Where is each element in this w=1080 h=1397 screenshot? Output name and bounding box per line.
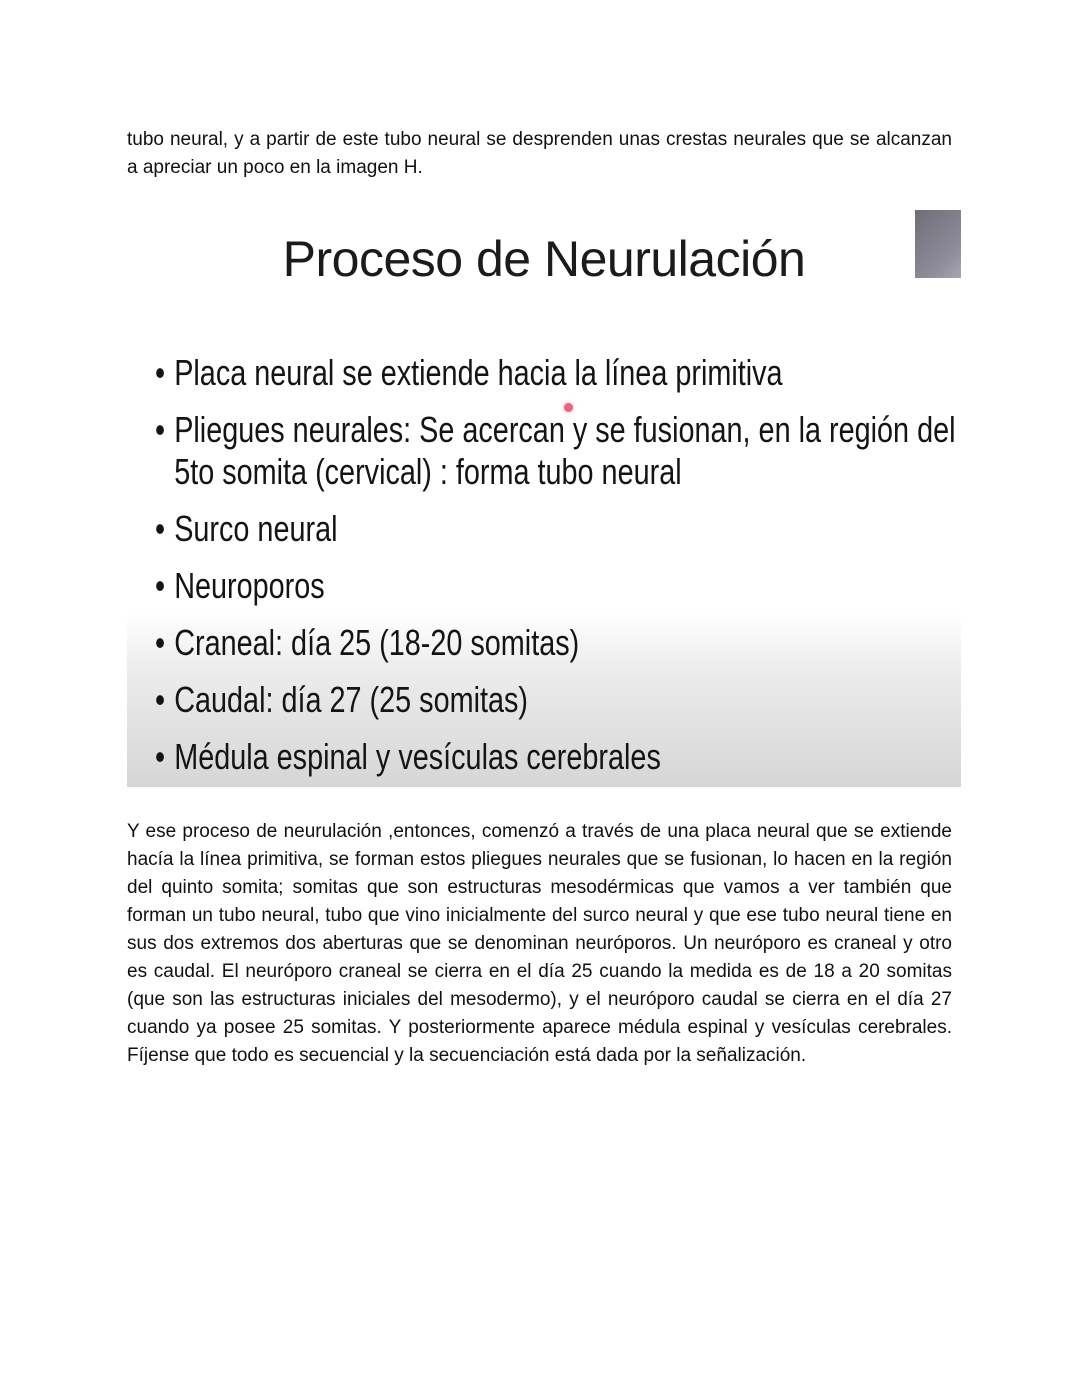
slide-bullet bbox=[155, 679, 956, 721]
slide-bullet bbox=[155, 409, 956, 493]
slide-bullet bbox=[155, 508, 956, 550]
slide-bullet-list bbox=[155, 352, 961, 787]
bullet-text: Caudal: día 27 (25 somitas) bbox=[174, 679, 528, 720]
bullet-icon: • bbox=[155, 409, 166, 450]
slide-bullet bbox=[155, 565, 956, 607]
bullet-icon: • bbox=[155, 679, 166, 720]
bullet-icon: • bbox=[155, 622, 166, 663]
slide-bullet bbox=[155, 352, 956, 394]
bullet-text: Médula espinal y vesículas cerebrales bbox=[174, 736, 661, 777]
bullet-text: Neuroporos bbox=[174, 565, 325, 606]
bullet-text: Pliegues neurales: Se acercan y se fusionan, en la región del bbox=[174, 409, 956, 450]
bullet-text: Placa neural se extiende hacia la línea primitiva bbox=[174, 352, 783, 393]
bullet-icon: • bbox=[155, 565, 166, 606]
slide-title: Proceso de Neurulación bbox=[282, 231, 806, 287]
slide-bullet bbox=[155, 736, 956, 778]
bullet-text-continued: 5to somita (cervical) : forma tubo neural bbox=[174, 451, 682, 492]
bullet-text: Craneal: día 25 (18-20 somitas) bbox=[174, 622, 580, 663]
slide-image bbox=[127, 210, 961, 787]
bullet-icon: • bbox=[155, 736, 166, 777]
body-paragraph: Y ese proceso de neurulación ,entonces, comenzó a través de una placa neural que se extiende hacía la línea primitiva, se forman estos pliegues neurales que se fusionan, lo hacen en la región del quinto somita; somitas que son estructuras mesodérmicas que vamos a ver también que forman un tubo neural, tubo que vino inicialmente del surco neural y que ese tubo neural tiene en sus dos extremos dos aberturas que se denominan neuróporos. Un neuróporo es craneal y otro es caudal. El neuróporo craneal se cierra en el día 25 cuando la medida es de 18 a 20 somitas (que son las estructuras iniciales del mesodermo), y el neuróporo caudal se cierra en el día 27 cuando ya posee 25 somitas. Y posteriormente aparece médula espinal y vesículas cerebrales. Fíjense que todo es secuencial y la secuenciación está dada por la señalización. bbox=[127, 821, 952, 1066]
bullet-icon: • bbox=[155, 352, 166, 393]
slide-bullet bbox=[155, 622, 956, 664]
bullet-text: Surco neural bbox=[174, 508, 338, 549]
intro-paragraph: tubo neural, y a partir de este tubo neural se desprenden unas crestas neurales que se alcanzan a apreciar un poco en la imagen H. bbox=[127, 129, 952, 178]
bullet-icon: • bbox=[155, 508, 166, 549]
